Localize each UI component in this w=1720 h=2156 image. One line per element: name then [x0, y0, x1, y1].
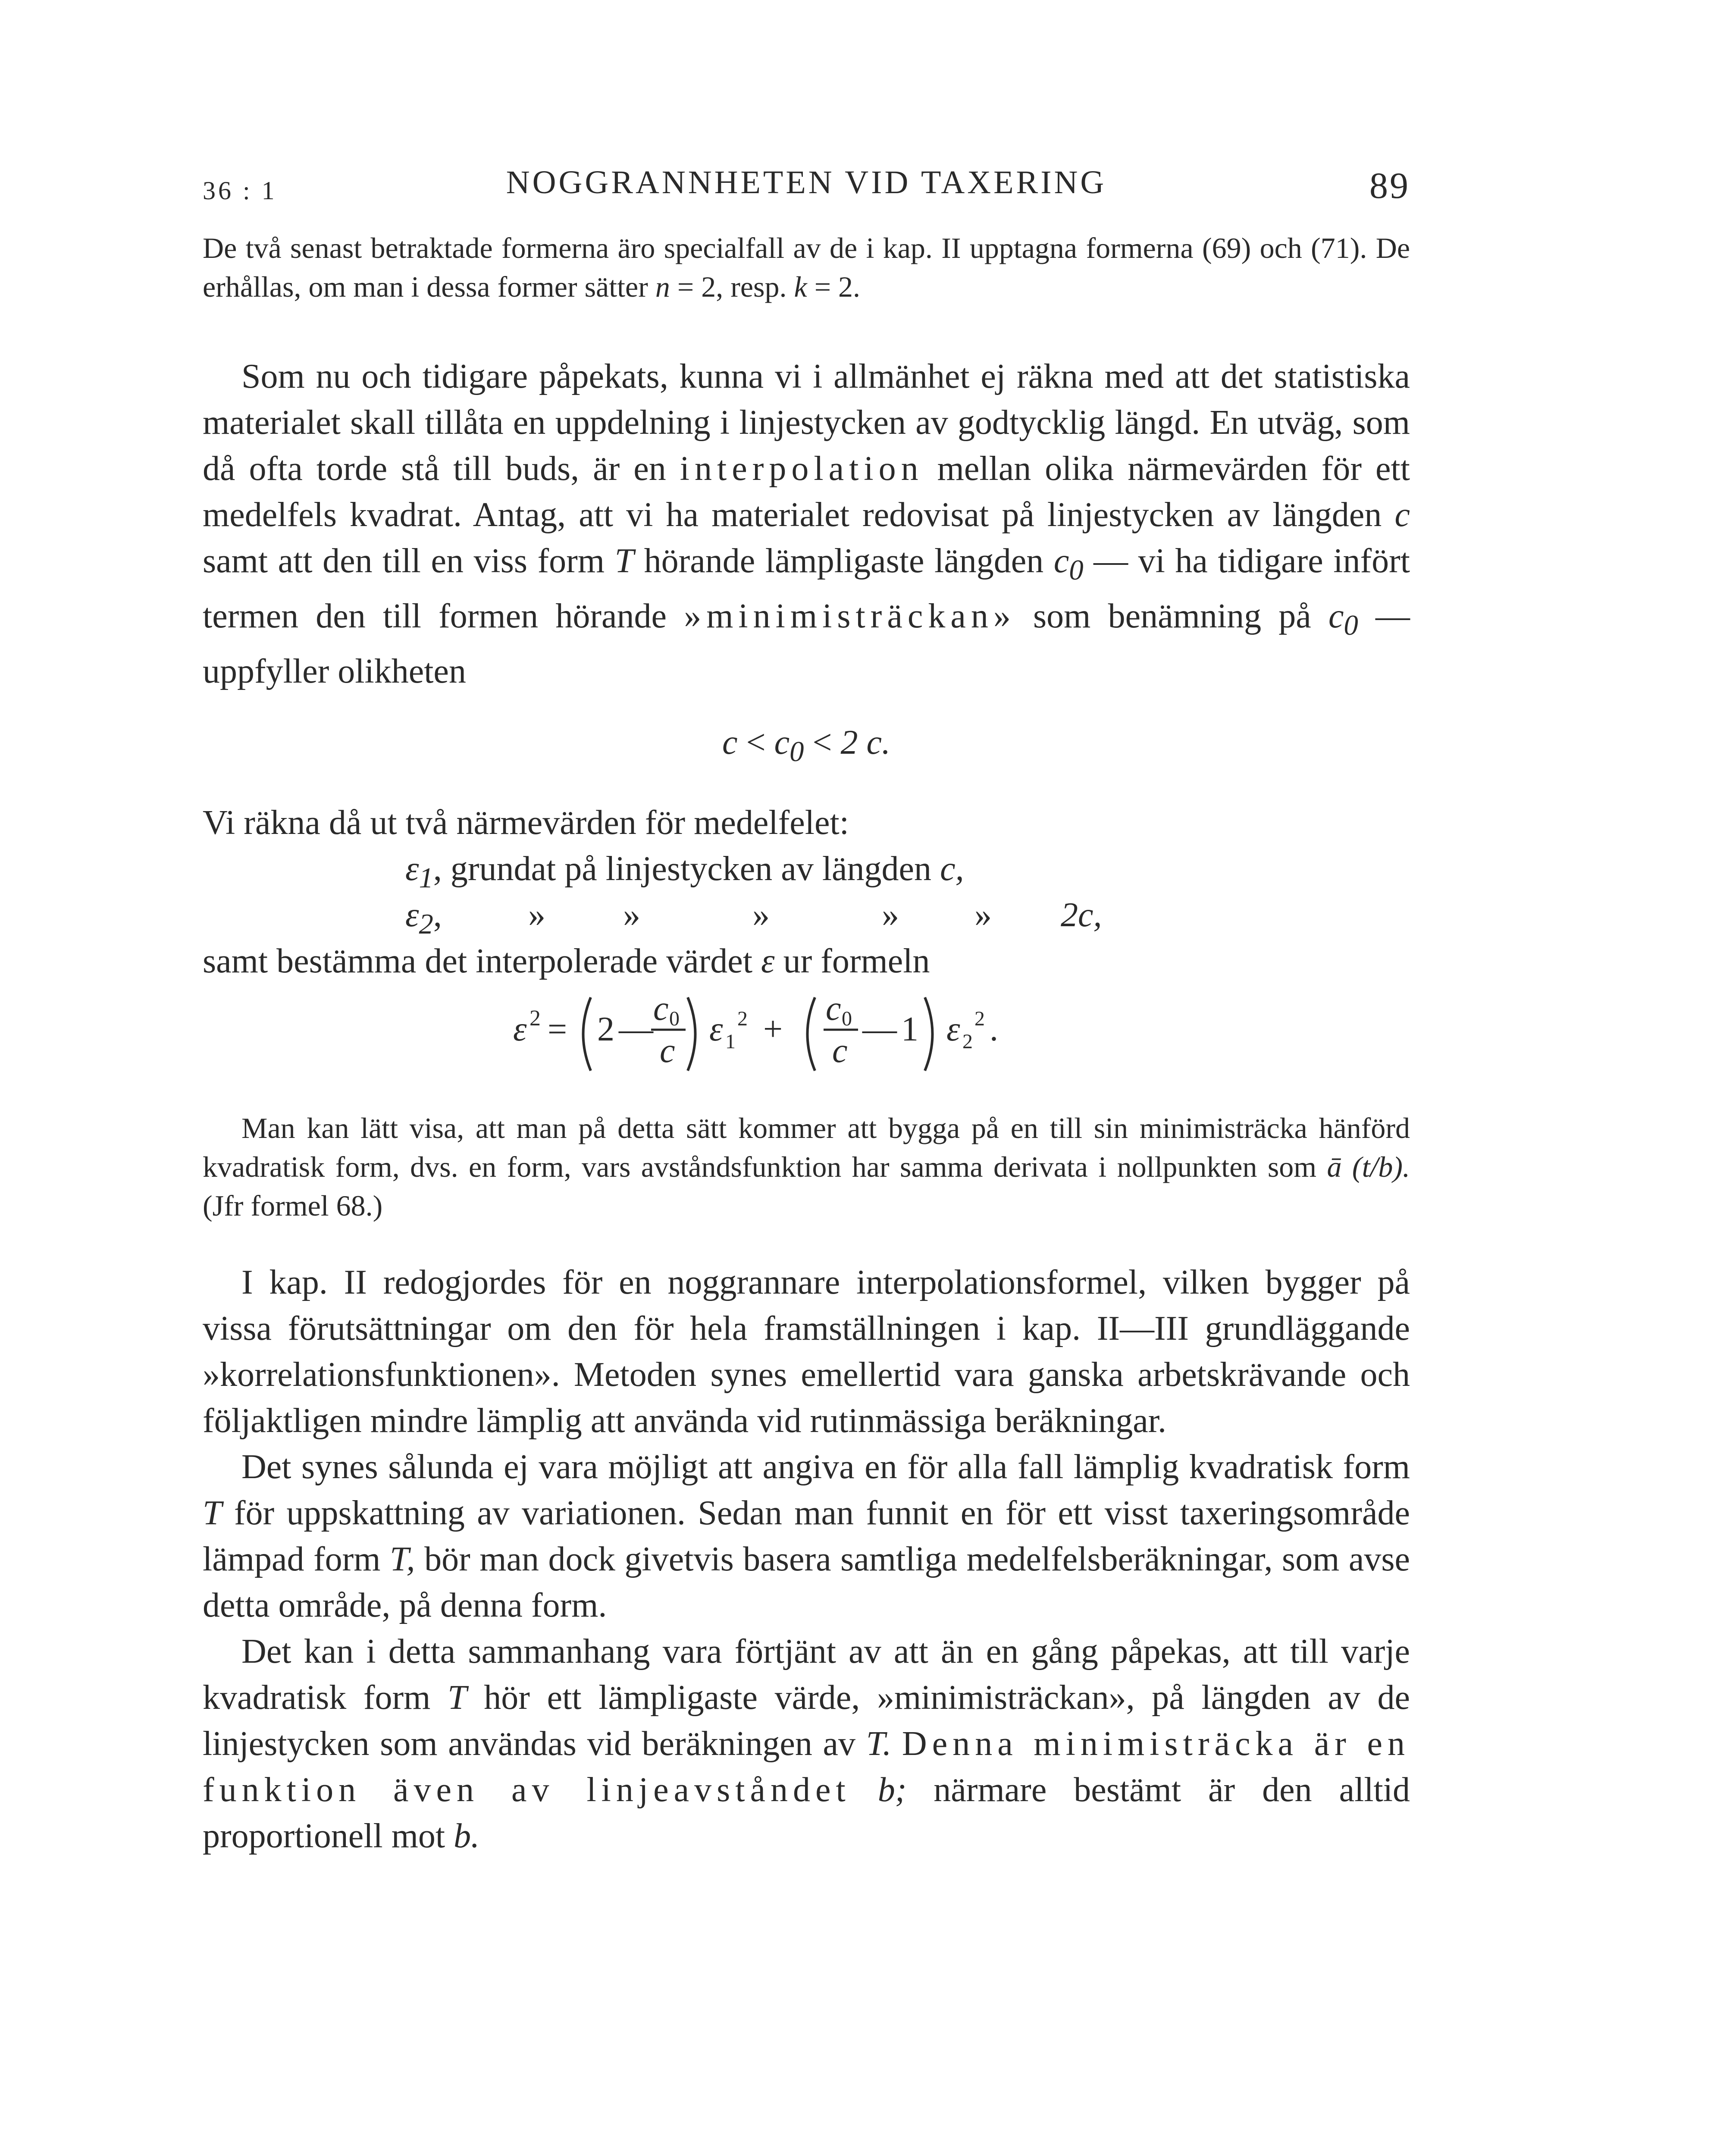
- var-c0-2: $c_0$: [1328, 597, 1358, 641]
- var-b: b.: [454, 1817, 480, 1855]
- paragraph-estimates-intro: Vi räkna då ut två närmevärden för medelfelet:: [203, 804, 849, 842]
- formula-lhs-sup: 2: [529, 1006, 541, 1031]
- para1-text-d: hörande lämpligaste längden: [644, 542, 1044, 580]
- formula-minus: —: [862, 1010, 897, 1048]
- para1-text-b: mellan olika närmevärden för ett medelfels kvadrat. Antag, att vi ha materialet redovisat på linjestycken av längden: [203, 450, 1410, 534]
- inequality: [203, 720, 1410, 775]
- right-paren: [688, 997, 696, 1071]
- formula-den: c: [832, 1032, 848, 1070]
- ditto-mark: »: [974, 896, 992, 934]
- para6-text-b: hör ett lämpligaste värde, »minimisträckan», på längden av de linjestycken som användas vid beräkningen av: [203, 1679, 1410, 1763]
- formula-eq: =: [548, 1010, 567, 1048]
- formula-lhs: ε: [513, 1010, 527, 1048]
- formula-eps1: ε: [709, 1010, 723, 1048]
- var-T: T.: [866, 1725, 892, 1763]
- para1-text-e: — vi ha tidigare infört termen den till formen hörande: [203, 542, 1410, 635]
- paragraph-kvadratisk-form: [203, 1444, 1410, 1629]
- eps1-text: , grundat på linjestycken av längden: [433, 850, 932, 888]
- formula-eps2: ε: [946, 1010, 960, 1048]
- formula-end: .: [990, 1010, 998, 1048]
- note2-text-a: Man kan lätt visa, att man på detta sätt kommer att bygga på en till sin minimisträcka hänförd kvadratisk form, dvs. en form, vars avståndsfunktion har samma derivata i nollpunkten som: [203, 1112, 1410, 1183]
- intro-note: [203, 229, 1410, 306]
- para5-text-a: Det synes sålunda ej vara möjligt att angiva en för alla fall lämplig kvadratisk form: [241, 1448, 1410, 1486]
- page-header: [203, 164, 1410, 229]
- var-b: b;: [877, 1771, 907, 1809]
- var-T: T: [203, 1494, 222, 1532]
- page-number: 89: [1369, 165, 1410, 206]
- ineq-op1: <: [746, 724, 766, 761]
- para6-text-c: närmare bestämt är den alltid proportionell mot: [203, 1771, 1410, 1855]
- definition-eps2: [203, 892, 1410, 938]
- note-minimistracka: [203, 1109, 1410, 1225]
- ineq-mid: $c_0$: [774, 724, 804, 768]
- page: [203, 164, 1410, 1859]
- spaced-term-interpolation: interpolation: [680, 450, 924, 488]
- para6-text-a: Det kan i detta sammanhang vara förtjänt av att än en gång påpekas, att till varje kvadratisk form: [203, 1633, 1410, 1717]
- ditto-mark: »: [528, 896, 545, 934]
- right-paren: [925, 997, 933, 1071]
- formula-eps2-sub: 2: [962, 1030, 973, 1053]
- paragraph-kap-ii: I kap. II redogjordes för en noggrannare interpolationsformel, vilken bygger på vissa förutsättningar om den för hela framställningen i kap. II—III grundläggande »korrelationsfunktionen». Metoden synes emellertid vara ganska arbetskrävande och följaktligen mindre lämplig att använda vid rutinmässiga beräkningar.: [203, 1263, 1410, 1440]
- intro-note-line2a: formerna (69) och (71). De erhållas, om man i dessa former sätter: [203, 232, 1410, 303]
- left-paren: [808, 997, 815, 1071]
- note2-text-b: (Jfr formel 68.): [203, 1189, 383, 1222]
- formula-plus: +: [763, 1010, 783, 1048]
- ineq-op2: <: [812, 724, 832, 761]
- para1-text-c: samt att den till en viss form: [203, 542, 605, 580]
- formula-num-sub: 0: [669, 1007, 680, 1030]
- eps2-var: 2c,: [1061, 896, 1102, 934]
- para3-text-b: ur formeln: [783, 942, 930, 980]
- para1-text-f: som benämning på: [1033, 597, 1311, 635]
- eps1-var: c,: [940, 850, 964, 888]
- formula-eps1-sup: 2: [737, 1007, 748, 1030]
- formula-num: c: [653, 990, 669, 1028]
- intro-note-line2b: = 2, resp.: [677, 270, 787, 303]
- interpolation-formula: [203, 984, 1410, 1084]
- paragraph-interpolation: [203, 354, 1410, 695]
- var-c: c: [1394, 496, 1410, 534]
- formula-eps1-sub: 1: [725, 1030, 736, 1053]
- var-T: T: [448, 1679, 467, 1717]
- spaced-term-linjeavstandet: Denna minimisträcka är en funktion även av linjeavståndet: [203, 1725, 1410, 1809]
- paragraph-conclusion: [203, 1629, 1410, 1859]
- formula-den: c: [660, 1032, 675, 1070]
- formula-minus: —: [619, 1010, 653, 1048]
- var-eps: ε: [761, 942, 775, 980]
- running-title: NOGGRANNHETEN VID TAXERING: [506, 164, 1107, 201]
- formula-eps2-sup: 2: [974, 1007, 985, 1030]
- para5-text-c: bör man dock givetvis basera samtliga medelfelsberäkningar, som avse detta område, på denna form.: [203, 1540, 1410, 1624]
- spaced-term-minimistrackan: »minimisträckan»: [684, 597, 1016, 635]
- formula-num-sub: 0: [842, 1007, 852, 1030]
- left-paren: [583, 997, 591, 1071]
- eps1-symbol: $\varepsilon_1$: [405, 850, 433, 894]
- ditto-mark: »: [752, 896, 770, 934]
- formula-num: c: [826, 990, 841, 1028]
- ineq-rhs: 2 c.: [840, 724, 891, 761]
- intro-note-line2c: = 2.: [814, 270, 861, 303]
- formula-two: 2: [597, 1010, 614, 1048]
- var-abar: ā: [1327, 1150, 1342, 1183]
- ditto-mark: »: [623, 896, 640, 934]
- definition-eps1: [203, 846, 1410, 892]
- var-n: n: [655, 270, 670, 303]
- section-number: 36 : 1: [203, 176, 277, 205]
- formula-svg: [504, 984, 1108, 1084]
- ineq-lhs: c: [722, 724, 738, 761]
- var-T: T: [614, 542, 634, 580]
- var-T: T,: [390, 1540, 415, 1578]
- var-arg: (t/b).: [1352, 1150, 1410, 1183]
- para3-text-a: samt bestämma det interpolerade värdet: [203, 942, 753, 980]
- para1-text-a: Som nu och tidigare påpekats, kunna vi i allmänhet ej räkna med att det statistiska materialet skall tillåta en uppdelning i linjestycken av godtycklig längd. En utväg, som då ofta torde stå till buds, är en: [203, 357, 1410, 488]
- eps2-symbol: $\varepsilon_2$,: [405, 896, 442, 940]
- para5-text-b: för uppskattning av variationen. Sedan man funnit en för ett visst taxeringsområde lämpad form: [203, 1494, 1410, 1578]
- paragraph-formula-intro: [203, 938, 1410, 984]
- formula-one: 1: [901, 1010, 918, 1048]
- var-c0: $c_0$: [1053, 542, 1084, 586]
- var-k: k: [794, 270, 807, 303]
- intro-note-line1: De två senast betraktade formerna äro specialfall av de i kap. II upptagna: [203, 232, 1078, 264]
- para1-text-g: — uppfyller olikheten: [203, 597, 1410, 690]
- ditto-mark: »: [882, 896, 899, 934]
